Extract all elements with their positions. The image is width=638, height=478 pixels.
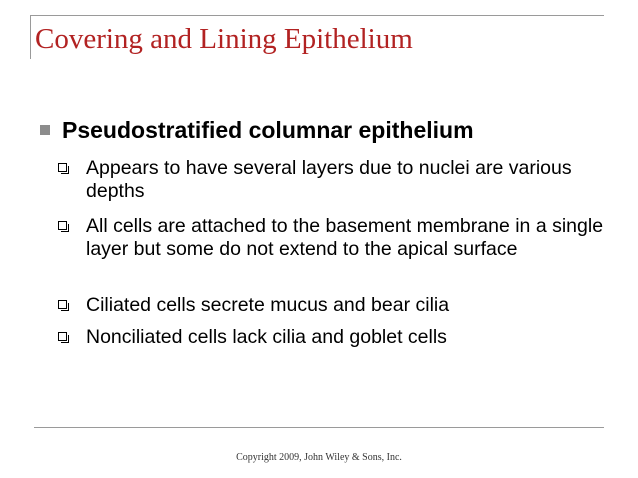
sub-bullet-text: Appears to have several layers due to nuclei are various depths (86, 157, 572, 202)
sub-bullet-text: Ciliated cells secrete mucus and bear cilia (86, 294, 450, 316)
slide-title: Covering and Lining Epithelium (35, 23, 413, 55)
box-bullet-icon (58, 163, 67, 172)
box-bullet-icon (58, 300, 67, 309)
box-bullet-icon (58, 332, 67, 341)
title-rule (30, 15, 604, 16)
sub-bullet-text: Nonciliated cells lack cilia and goblet cells (86, 326, 447, 348)
square-bullet-icon (40, 125, 50, 135)
sub-bullet-text: All cells are attached to the basement membrane in a single layer but some do not extend to the apical surface (86, 215, 604, 260)
title-rule-vertical (30, 15, 31, 59)
box-bullet-icon (58, 221, 67, 230)
footer-rule (34, 427, 604, 428)
copyright-footer: Copyright 2009, John Wiley & Sons, Inc. (236, 452, 402, 463)
main-bullet-heading: Pseudostratified columnar epithelium (62, 117, 474, 143)
